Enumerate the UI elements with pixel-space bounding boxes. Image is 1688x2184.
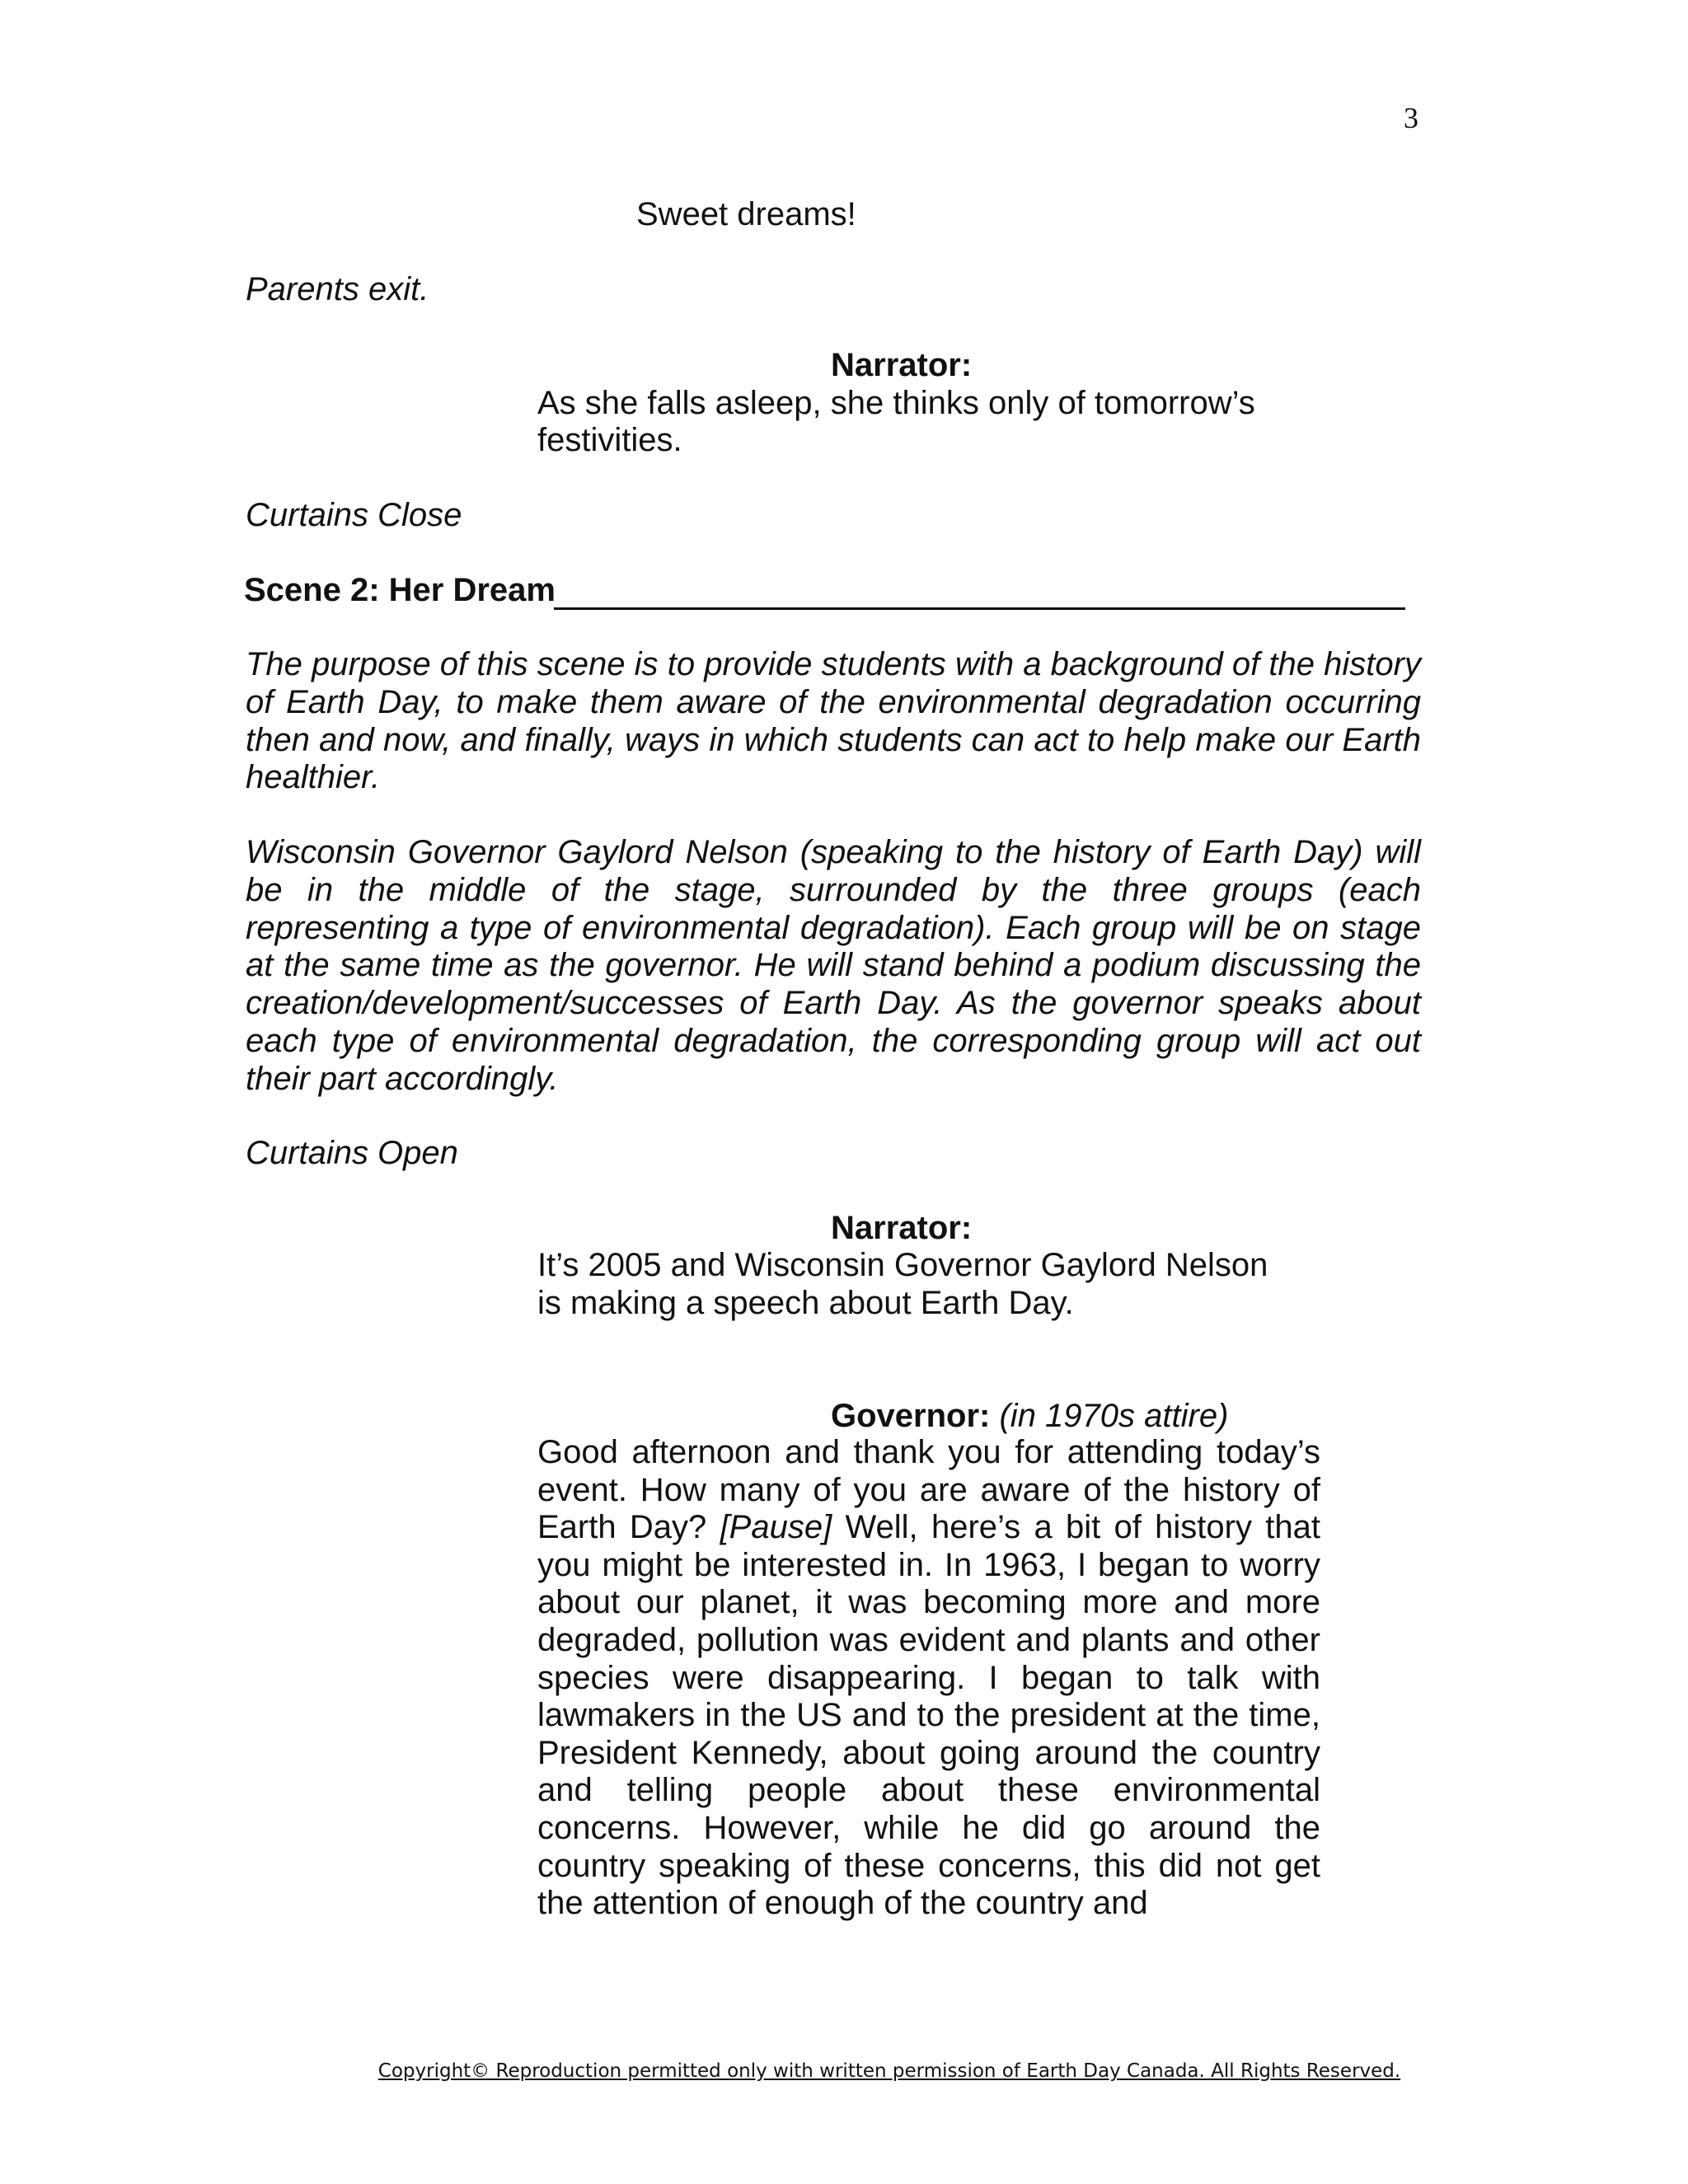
page-number: 3: [1404, 101, 1418, 134]
narrator-line-1a: As she falls asleep, she thinks only of tomorrow’s: [537, 385, 1255, 421]
narrator-line-1b: festivities.: [537, 422, 682, 458]
governor-speech-part-1: Good afternoon and thank you for attending today’s event. How many of you are aware of the history of Earth Day?: [537, 1434, 1320, 1546]
sweet-dreams-line: Sweet dreams!: [636, 196, 856, 232]
narrator-label-2: Narrator:: [831, 1210, 973, 1246]
copyright-footer: Copyright© Reproduction permitted only with written permission of Earth Day Canada. All Rights Reserved.: [377, 2060, 1401, 2082]
governor-label: Governor:: [831, 1398, 991, 1434]
narrator-line-2a: It’s 2005 and Wisconsin Governor Gaylord Nelson: [537, 1247, 1268, 1283]
governor-heading: [831, 1397, 1228, 1435]
narrator-line-2b: is making a speech about Earth Day.: [537, 1285, 1074, 1321]
governor-pause-direction: [Pause]: [720, 1509, 832, 1546]
scene-heading: Scene 2: Her Dream: [244, 572, 556, 608]
governor-stage-direction: (in 1970s attire): [999, 1398, 1229, 1434]
scene-heading-underline: [554, 607, 1405, 610]
staging-paragraph: Wisconsin Governor Gaylord Nelson (speaking to the history of Earth Day) will be in the middle of the stage, surrounded by the three groups (each representing a type of environmental degradation). Each group will be on stage at the same time as the governor. He will stand behind a podium discussing the creation/development/successes of Earth Day. As the governor speaks about each type of environmental degradation, the corresponding group will act out their part accordingly.: [246, 834, 1421, 1097]
governor-speech-part-2: Well, here’s a bit of history that you might be interested in. In 1963, I began to worry about our planet, it was becoming more and more degraded, pollution was evident and plants and other species were disappearing. I began to talk with lawmakers in the US and to the president at the time, President Kennedy, about going around the country and telling people about these environmental concerns. However, while he did go around the country speaking of these concerns, this did not get the attention of enough of the country and: [537, 1509, 1320, 1922]
curtains-open-direction: Curtains Open: [246, 1135, 458, 1171]
purpose-paragraph: The purpose of this scene is to provide students with a background of the history of Earth Day, to make them aware of the environmental degradation occurring then and now, and finally, ways in which students can act to help make our Earth healthier.: [246, 646, 1421, 796]
curtains-close-direction: Curtains Close: [246, 497, 462, 533]
parents-exit-direction: Parents exit.: [246, 271, 429, 307]
governor-speech: [537, 1434, 1320, 1923]
narrator-label-1: Narrator:: [831, 347, 973, 383]
